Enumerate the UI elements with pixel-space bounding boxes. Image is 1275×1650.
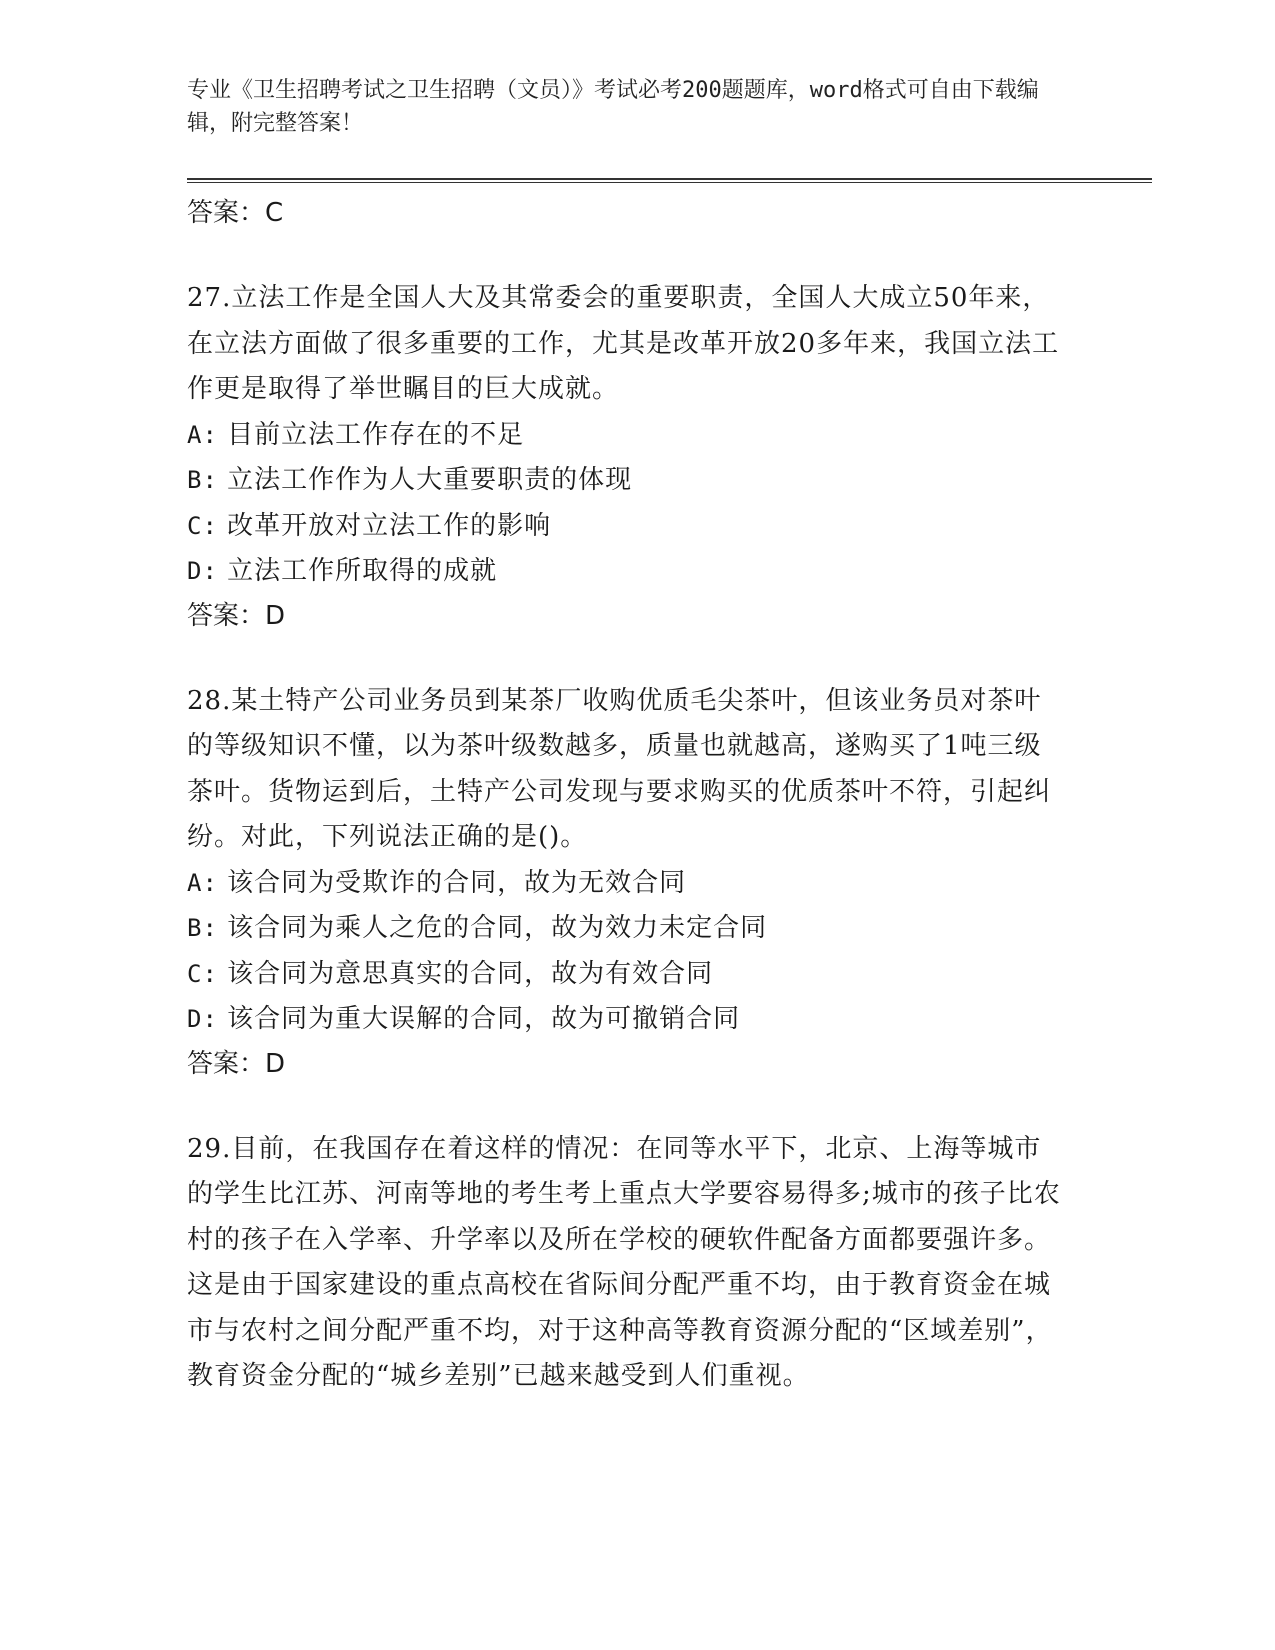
option-text: 该合同为受欺诈的合同，故为无效合同 (227, 867, 687, 898)
option-text: 该合同为乘人之危的合同，故为效力未定合同 (227, 913, 768, 943)
option-c (187, 952, 1067, 998)
option-text: 该合同为意思真实的合同，故为有效合同 (227, 958, 714, 989)
answer-q26: 答案：C (187, 198, 284, 228)
question-stem: 29.目前，在我国存在着这样的情况：在同等水平下，北京、上海等城市的学生比江苏、河南等地的考生考上重点大学要容易得多;城市的孩子比农村的孩子在入学率、升学率以及所在学校的硬软件配备方面都要强许多。这是由于国家建设的重点高校在省际间分配严重不均，由于教育资金在城市与农村之间分配严重不均，对于这种高等教育资源分配的“区域差别”，教育资金分配的“城乡差别”已越来越受到人们重视。 (187, 1133, 1061, 1391)
answer-q27: 答案：D (187, 600, 286, 631)
option-b (187, 458, 1067, 504)
option-key: A: (187, 868, 218, 897)
option-key: B: (187, 466, 218, 494)
option-d (187, 997, 1067, 1043)
question-29 (187, 1127, 1067, 1400)
option-key: C: (187, 511, 218, 540)
question-28 (187, 679, 1067, 1089)
option-text: 改革开放对立法工作的影响 (227, 510, 552, 541)
option-a (187, 861, 1067, 907)
option-c (187, 504, 1067, 550)
header-rule (187, 178, 1152, 180)
option-key: D: (187, 1005, 218, 1033)
answer-q28: 答案：D (187, 1048, 286, 1079)
option-key: B: (187, 914, 218, 942)
option-text: 立法工作作为人大重要职责的体现 (227, 465, 633, 495)
option-key: A: (187, 420, 218, 449)
option-text: 目前立法工作存在的不足 (227, 419, 525, 450)
option-text: 该合同为重大误解的合同，故为可撤销合同 (227, 1004, 741, 1034)
question-stem: 27.立法工作是全国人大及其常委会的重要职责，全国人大成立50年来，在立法方面做了很多重要的工作，尤其是改革开放20多年来，我国立法工作更是取得了举世瞩目的巨大成就。 (187, 283, 1060, 404)
question-stem: 28.某土特产公司业务员到某茶厂收购优质毛尖茶叶，但该业务员对茶叶的等级知识不懂，以为茶叶级数越多，质量也就越高，遂购买了1吨三级茶叶。货物运到后，土特产公司发现与要求购买的优质茶叶不符，引起纠纷。对此，下列说法正确的是()。 (187, 685, 1052, 852)
option-text: 立法工作所取得的成就 (227, 556, 498, 586)
page-header: 专业《卫生招聘考试之卫生招聘（文员）》考试必考200题题库，word格式可自由下载编辑，附完整答案！ (187, 78, 1039, 136)
document-body (187, 192, 1067, 1400)
option-a (187, 413, 1067, 459)
option-d (187, 549, 1067, 595)
option-key: C: (187, 959, 218, 988)
option-key: D: (187, 557, 218, 585)
header-rule-thin (187, 182, 1152, 183)
option-b (187, 906, 1067, 952)
question-27 (187, 276, 1067, 641)
